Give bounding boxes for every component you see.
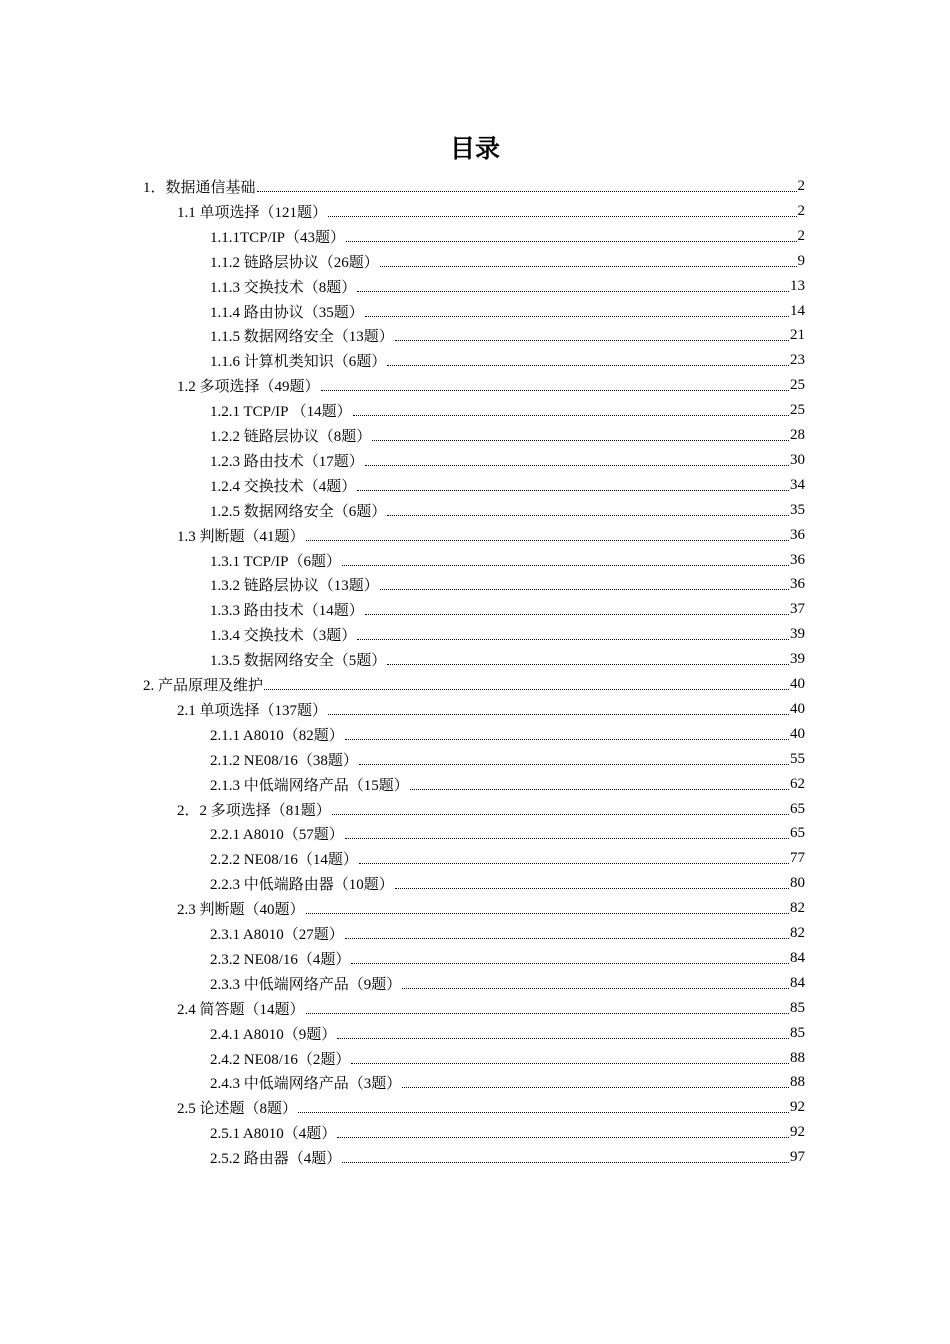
dot-leader xyxy=(351,963,789,964)
toc-entry-title: 1．数据通信基础 xyxy=(143,180,256,196)
toc-entry[interactable] xyxy=(210,871,805,896)
toc-entry-page-number: 14 xyxy=(790,302,805,319)
toc-entry[interactable] xyxy=(210,971,805,996)
toc-entry-page-number: 2 xyxy=(797,227,805,244)
toc-entry[interactable] xyxy=(210,1070,805,1095)
toc-entry[interactable] xyxy=(177,1095,805,1120)
toc-entry[interactable] xyxy=(210,747,805,772)
toc-entry-page-number: 34 xyxy=(790,476,805,493)
dot-leader xyxy=(402,1087,789,1088)
toc-entry-page-number: 23 xyxy=(790,352,805,369)
dot-leader xyxy=(387,515,789,516)
toc-entry-title: 1.2.2 链路层协议（8题） xyxy=(210,429,372,445)
toc-entry-title: 2.2.2 NE08/16（14题） xyxy=(210,852,358,869)
toc-title: 目录 xyxy=(449,136,500,163)
dot-leader xyxy=(395,888,789,889)
dot-leader xyxy=(342,565,789,566)
toc-entry-title: 2．2 多项选择（81题） xyxy=(177,802,331,819)
toc-entry-page-number: 65 xyxy=(790,800,805,817)
toc-entry-title: 1.1.4 路由协议（35题） xyxy=(210,304,364,321)
toc-entry[interactable] xyxy=(210,722,805,747)
dot-leader xyxy=(264,689,789,690)
toc-entry-title: 2. 产品原理及维护 xyxy=(143,678,264,694)
toc-entry[interactable] xyxy=(210,448,805,473)
toc-entry[interactable] xyxy=(210,548,805,573)
dot-leader xyxy=(359,863,789,864)
toc-entry[interactable] xyxy=(177,896,805,921)
toc-entry-title: 1.2 多项选择（49题） xyxy=(177,379,320,396)
toc-entry-title: 1.2.5 数据网络安全（6题） xyxy=(210,503,387,520)
toc-entry-title: 2.1.3 中低端网络产品（15题） xyxy=(210,777,409,794)
toc-entry[interactable] xyxy=(210,323,805,348)
toc-entry[interactable] xyxy=(210,772,805,797)
dot-leader xyxy=(346,241,796,242)
toc-entry-page-number: 35 xyxy=(790,501,805,518)
dot-leader xyxy=(337,1038,789,1039)
toc-entry-title: 1.1.6 计算机类知识（6题） xyxy=(210,354,387,371)
toc-entry-page-number: 85 xyxy=(790,999,805,1016)
toc-entry[interactable] xyxy=(210,1120,805,1145)
toc-entry-page-number: 2 xyxy=(797,178,805,194)
dot-leader xyxy=(257,191,797,192)
toc-entry[interactable] xyxy=(210,299,805,324)
toc-entry-page-number: 65 xyxy=(790,825,805,842)
dot-leader xyxy=(328,216,796,217)
toc-entry[interactable] xyxy=(210,946,805,971)
toc-entry[interactable] xyxy=(210,846,805,871)
toc-entry-title: 2.4.1 A8010（9题） xyxy=(210,1026,337,1043)
toc-entry[interactable] xyxy=(210,274,805,299)
toc-entry-page-number: 37 xyxy=(790,601,805,618)
toc-entry-title: 2.5.2 路由器（4题） xyxy=(210,1151,342,1168)
toc-entry-page-number: 88 xyxy=(790,1074,805,1091)
toc-entry-page-number: 40 xyxy=(790,676,805,692)
dot-leader xyxy=(342,1162,789,1163)
toc-entry-title: 2.4 简答题（14题） xyxy=(177,1001,305,1018)
toc-entry-page-number: 25 xyxy=(790,402,805,419)
dot-leader xyxy=(351,1063,789,1064)
toc-entry-page-number: 13 xyxy=(790,277,805,294)
dot-leader xyxy=(353,415,789,416)
toc-entry-title: 2.3.2 NE08/16（4题） xyxy=(210,951,351,968)
dot-leader xyxy=(357,291,789,292)
dot-leader xyxy=(345,938,789,939)
dot-leader xyxy=(359,764,789,765)
toc-entry[interactable] xyxy=(210,249,805,274)
toc-entry[interactable] xyxy=(210,1021,805,1046)
toc-entry-title: 2.4.3 中低端网络产品（3题） xyxy=(210,1076,402,1093)
toc-entry-page-number: 84 xyxy=(790,949,805,966)
toc-entry[interactable] xyxy=(210,398,805,423)
toc-entry[interactable] xyxy=(143,672,805,697)
toc-entry[interactable] xyxy=(210,224,805,249)
dot-leader xyxy=(410,789,789,790)
dot-leader xyxy=(387,365,789,366)
toc-entry-title: 1.3 判断题（41题） xyxy=(177,528,305,545)
toc-entry[interactable] xyxy=(177,199,805,224)
dot-leader xyxy=(298,1112,789,1113)
dot-leader xyxy=(345,838,789,839)
toc-entry-title: 1.3.1 TCP/IP（6题） xyxy=(210,553,341,570)
toc-entry-title: 1.1 单项选择（121题） xyxy=(177,204,328,221)
toc-entry[interactable] xyxy=(210,1145,805,1170)
dot-leader xyxy=(387,664,789,665)
dot-leader xyxy=(357,490,789,491)
toc-entry-page-number: 39 xyxy=(790,651,805,668)
dot-leader xyxy=(365,316,789,317)
toc-entry-page-number: 55 xyxy=(790,750,805,767)
toc-entry-title: 1.1.5 数据网络安全（13题） xyxy=(210,329,394,346)
toc-entry-page-number: 84 xyxy=(790,974,805,991)
toc-entry-page-number: 92 xyxy=(790,1124,805,1141)
dot-leader xyxy=(345,739,789,740)
toc-entry-title: 1.1.3 交换技术（8题） xyxy=(210,279,357,296)
toc-entry-title: 1.2.4 交换技术（4题） xyxy=(210,478,357,495)
toc-entry-title: 2.1.1 A8010（82题） xyxy=(210,727,344,744)
toc-entry[interactable] xyxy=(210,821,805,846)
toc-entry-title: 1.3.5 数据网络安全（5题） xyxy=(210,653,387,670)
toc-entry-title: 1.1.2 链路层协议（26题） xyxy=(210,254,379,271)
toc-entry-title: 2.5.1 A8010（4题） xyxy=(210,1126,337,1143)
toc-entry[interactable] xyxy=(177,797,805,822)
dot-leader xyxy=(365,614,789,615)
dot-leader xyxy=(395,340,789,341)
toc-entry-title: 2.2.3 中低端路由器（10题） xyxy=(210,877,394,894)
toc-entry-page-number: 21 xyxy=(790,327,805,344)
dot-leader xyxy=(372,440,789,441)
toc-entry-title: 2.3.1 A8010（27题） xyxy=(210,927,344,943)
toc-entry-page-number: 25 xyxy=(790,377,805,394)
toc-entry-title: 1.2.3 路由技术（17题） xyxy=(210,453,364,470)
toc-entry[interactable] xyxy=(143,174,805,199)
dot-leader xyxy=(332,814,789,815)
dot-leader xyxy=(306,913,789,914)
toc-entry-page-number: 36 xyxy=(790,551,805,568)
toc-entry-page-number: 85 xyxy=(790,1024,805,1041)
toc-entry[interactable] xyxy=(210,597,805,622)
toc-entry[interactable] xyxy=(210,473,805,498)
dot-leader xyxy=(380,589,789,590)
dot-leader xyxy=(306,540,789,541)
toc-entry-page-number: 36 xyxy=(790,526,805,543)
toc-entry-page-number: 82 xyxy=(790,925,805,941)
dot-leader xyxy=(321,390,789,391)
toc-entry-page-number: 62 xyxy=(790,775,805,792)
dot-leader xyxy=(328,714,789,715)
toc-entry-page-number: 40 xyxy=(790,725,805,742)
toc-entry[interactable] xyxy=(177,523,805,548)
toc-entry-page-number: 88 xyxy=(790,1049,805,1066)
toc-entry-title: 1.3.2 链路层协议（13题） xyxy=(210,578,379,595)
dot-leader xyxy=(357,639,789,640)
dot-leader xyxy=(306,1013,789,1014)
toc-entry[interactable] xyxy=(210,1046,805,1071)
toc-entry[interactable] xyxy=(210,348,805,373)
toc-entry-title: 2.3 判断题（40题） xyxy=(177,902,305,919)
toc-entry[interactable] xyxy=(177,373,805,398)
toc-entry-page-number: 30 xyxy=(790,451,805,468)
toc-entry-page-number: 39 xyxy=(790,626,805,643)
toc-entry-page-number: 92 xyxy=(790,1099,805,1116)
toc-entry-title: 1.3.3 路由技术（14题） xyxy=(210,603,364,620)
toc-entry-title: 2.4.2 NE08/16（2题） xyxy=(210,1051,351,1068)
toc-entry[interactable] xyxy=(210,647,805,672)
toc-entry-title: 1.2.1 TCP/IP （14题） xyxy=(210,404,352,421)
toc-entry[interactable] xyxy=(210,572,805,597)
dot-leader xyxy=(402,988,789,989)
toc-entry-page-number: 9 xyxy=(797,252,805,269)
toc-entry-page-number: 97 xyxy=(790,1149,805,1166)
toc-entry-page-number: 80 xyxy=(790,875,805,892)
toc-entry[interactable] xyxy=(177,996,805,1021)
toc-entry-title: 2.2.1 A8010（57题） xyxy=(210,827,344,844)
toc-entry[interactable] xyxy=(210,622,805,647)
toc-entry-page-number: 36 xyxy=(790,576,805,593)
dot-leader xyxy=(365,465,789,466)
toc-entry-page-number: 82 xyxy=(790,900,805,917)
toc-entry[interactable] xyxy=(210,423,805,448)
toc-entry-page-number: 40 xyxy=(790,700,805,717)
toc-entry-title: 2.1.2 NE08/16（38题） xyxy=(210,752,358,769)
toc-entry-title: 1.3.4 交换技术（3题） xyxy=(210,628,357,645)
toc-entry-title: 2.1 单项选择（137题） xyxy=(177,702,328,719)
toc-entry-page-number: 77 xyxy=(790,850,805,867)
toc-entry-page-number: 2 xyxy=(797,202,805,219)
toc-entry-title: 2.3.3 中低端网络产品（9题） xyxy=(210,976,402,993)
dot-leader xyxy=(380,266,797,267)
toc-entry[interactable] xyxy=(210,921,805,946)
toc-entry[interactable] xyxy=(177,697,805,722)
toc-entry[interactable] xyxy=(210,498,805,523)
dot-leader xyxy=(337,1137,789,1138)
toc-entry-title: 1.1.1TCP/IP（43题） xyxy=(210,229,346,246)
toc-entry-title: 2.5 论述题（8题） xyxy=(177,1101,298,1118)
toc-entry-page-number: 28 xyxy=(790,427,805,443)
